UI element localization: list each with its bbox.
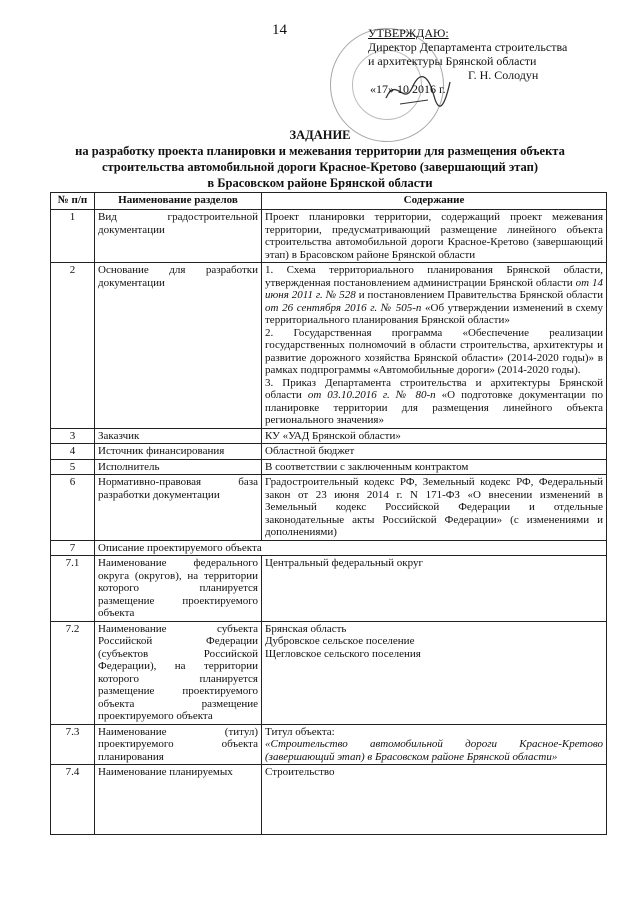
row-name: Источник финансирования <box>95 444 262 460</box>
row-num: 2 <box>51 263 95 429</box>
col-header-num: № п/п <box>51 193 95 210</box>
row-num: 1 <box>51 210 95 263</box>
col-header-content: Содержание <box>262 193 607 210</box>
row-content: Строительство <box>262 765 607 835</box>
approval-date: «17» 10 2016 г. <box>370 82 446 96</box>
basis-3-text-b: «О подготовке документации по планировке территории для размещения линейного объекта регионального значения» <box>265 389 603 426</box>
approval-heading: УТВЕРЖДАЮ: <box>368 26 449 40</box>
object-title-value: «Строительство автомобильной дороги Красное-Кретово (завершающий этап) в Брасовском районе Брянской области» <box>265 738 603 763</box>
doc-subtitle-1: на разработку проекта планировки и межевания территории для размещения объекта <box>75 144 565 158</box>
row-num: 7.1 <box>51 556 95 622</box>
row-num: 6 <box>51 475 95 541</box>
basis-1-text: 1. Схема территориального планирования Брянской области, утвержденная постановлением администрации Брянской области <box>265 264 603 289</box>
row-name: Нормативно-правовая база разработки документации <box>95 475 262 541</box>
row-name: Заказчик <box>95 428 262 444</box>
row-name: Наименование (титул) проектируемого объекта планирования <box>95 724 262 765</box>
approval-line-2: и архитектуры Брянской области <box>368 54 537 68</box>
basis-2-text: 2. Государственная программа «Обеспечение реализации государственных полномочий в области строительства, архитектуры и развитие дорожного хозяйства Брянской области» (2014-2020 годы)» в рамках подпрограммы «Автомобильные дороги» (2014-2020 годы). <box>265 326 603 376</box>
region-line: Брянская область <box>265 622 347 635</box>
table-row <box>51 724 607 765</box>
row-content: Проект планировки территории, содержащий проект межевания территории, предусматривающий размещение линейного объекта строительства автомобильной дороги Красное-Кретово (завершающий этап) в Брасовском районе Брянской области <box>262 210 607 263</box>
basis-1-text-c: «Об утверждении изменений в схему территориального планирования Брянской области» <box>265 301 603 326</box>
object-title-label: Титул объекта: <box>265 725 335 738</box>
row-num: 7 <box>51 540 95 556</box>
table-row <box>51 765 607 835</box>
row-content: Градостроительный кодекс РФ, Земельный кодекс РФ, Федеральный закон от 23 июня 2014 г. N 171-ФЗ «О внесении изменений в Земельный кодекс Российской Федерации и отдельные законодательные акты Российской Федерации» (с изменениями и дополнениями) <box>262 475 607 541</box>
row-content: В соответствии с заключенным контрактом <box>262 459 607 475</box>
row-name: Наименование субъекта Российской Федерации (субъектов Российской Федерации), на территории которого планируется размещение проектируемого объекта размещение проектируемого объекта <box>95 621 262 724</box>
settlement-line-1: Дубровское сельское поселение <box>265 635 415 647</box>
table-header-row <box>51 193 607 210</box>
basis-1-text-b: и постановлением Правительства Брянской области <box>355 289 603 301</box>
row-num: 7.2 <box>51 621 95 724</box>
basis-1-date-b: от 26 сентября 2016 г. № 505-п <box>265 301 422 314</box>
row-name: Вид градостроительной документации <box>95 210 262 263</box>
settlement-line-2: Щегловское сельского поселения <box>265 647 421 660</box>
row-num: 3 <box>51 428 95 444</box>
table-row <box>51 556 607 622</box>
row-num: 4 <box>51 444 95 460</box>
row-content <box>262 724 607 765</box>
row-content: Областной бюджет <box>262 444 607 460</box>
row-content: КУ «УАД Брянской области» <box>262 428 607 444</box>
basis-3-date: от 03.10.2016 г. № 80-п <box>307 389 436 401</box>
col-header-section: Наименование разделов <box>95 193 262 210</box>
basis-3-text: 3. Приказ Департамента строительства и архитектуры Брянской области <box>265 376 603 401</box>
row-name: Исполнитель <box>95 459 262 475</box>
doc-subtitle-2: строительства автомобильной дороги Красное-Кретово (завершающий этап) <box>101 160 539 174</box>
row-name: Описание проектируемого объекта <box>95 540 607 556</box>
doc-subtitle-3: в Брасовском районе Брянской области <box>207 176 433 190</box>
row-num: 7.3 <box>51 724 95 765</box>
doc-title: ЗАДАНИЕ <box>289 128 351 142</box>
page-number: 14 <box>272 22 287 38</box>
row-content <box>262 621 607 724</box>
table-row <box>51 540 607 556</box>
approval-block <box>368 26 567 96</box>
task-table <box>50 192 607 835</box>
table-row <box>51 475 607 541</box>
row-content <box>262 263 607 429</box>
table-row <box>51 263 607 429</box>
row-name: Наименование федерального округа (округов), на территории которого планируется размещение проектируемого объекта <box>95 556 262 622</box>
row-num: 5 <box>51 459 95 475</box>
basis-1-date-a: от 14 июня 2011 г. № 528 <box>265 276 603 301</box>
row-content: Центральный федеральный округ <box>262 556 607 622</box>
table-row <box>51 444 607 460</box>
table-row <box>51 621 607 724</box>
row-name: Наименование планируемых <box>95 765 262 835</box>
row-name: Основание для разработки документации <box>95 263 262 429</box>
table-row <box>51 428 607 444</box>
table-row <box>51 210 607 263</box>
table-row <box>51 459 607 475</box>
approval-line-3: Г. Н. Солодун <box>468 68 539 82</box>
row-num: 7.4 <box>51 765 95 835</box>
approval-line-1: Директор Департамента строительства <box>368 40 568 54</box>
